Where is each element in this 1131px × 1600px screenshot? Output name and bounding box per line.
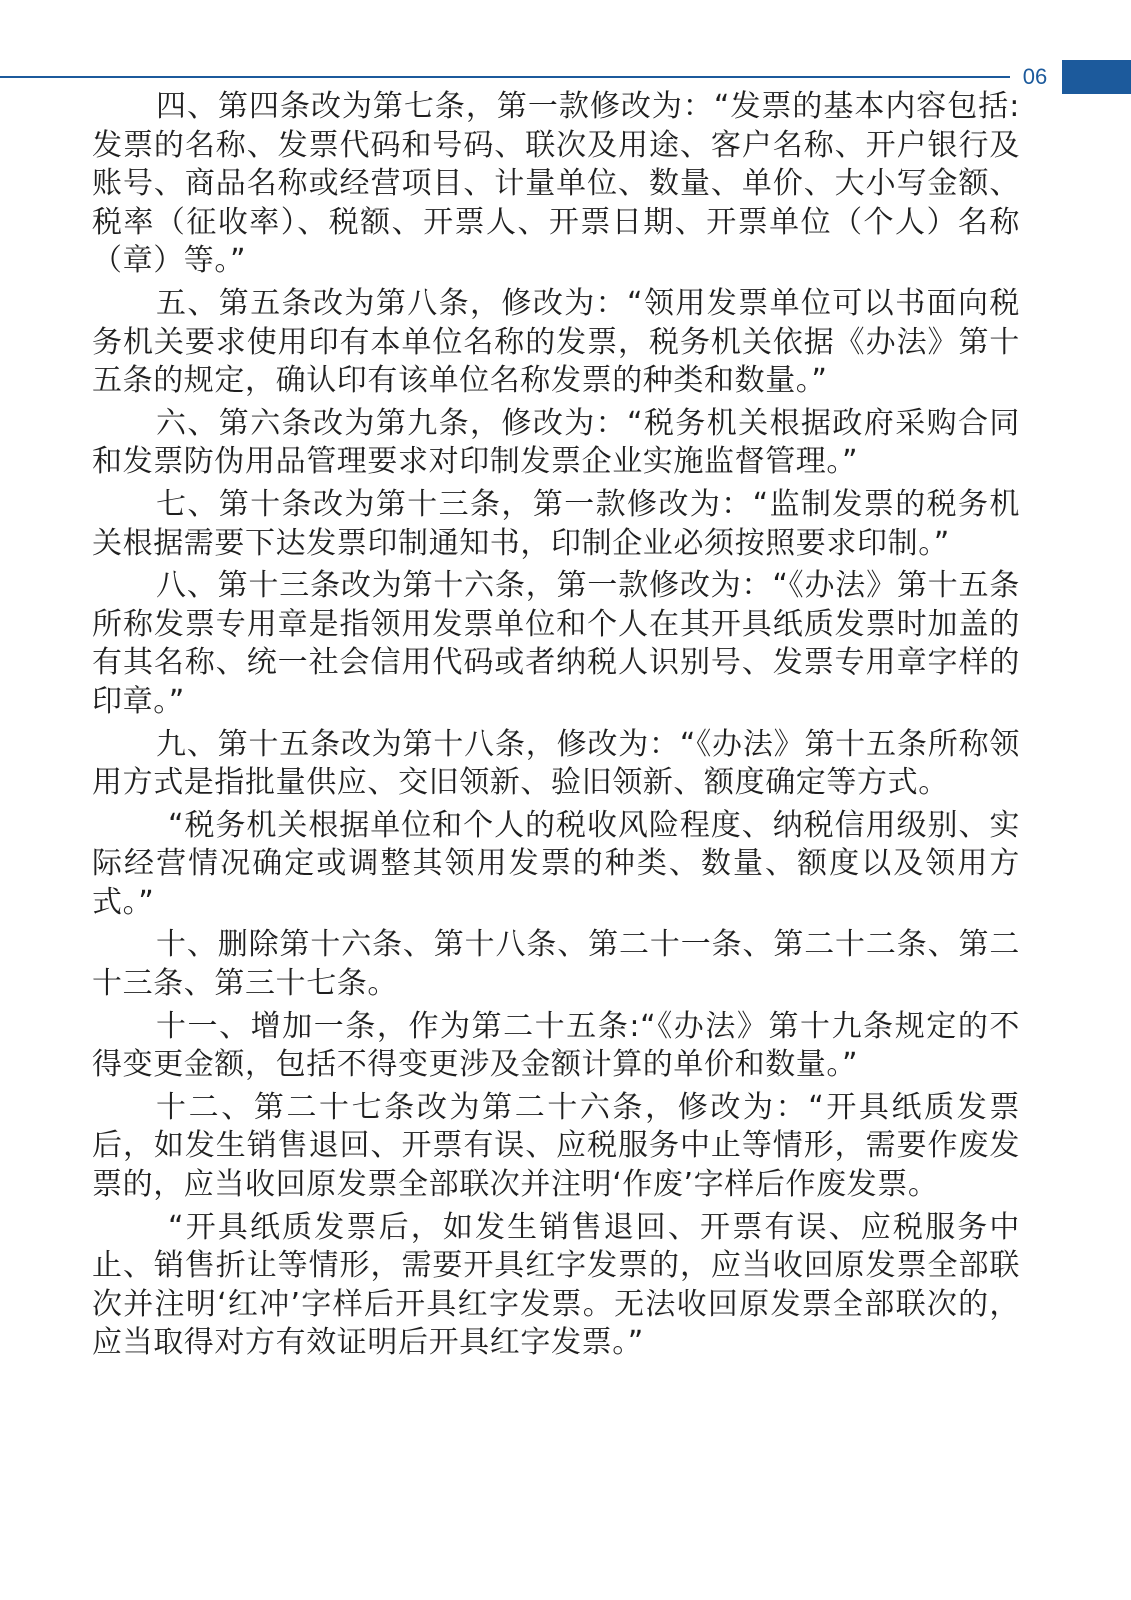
paragraph-article-12: 十二、第二十七条改为第二十六条，修改为：“开具纸质发票后，如发生销售退回、开票有误、应税服务中止等情形，需要作废发票的，应当收回原发票全部联次并注明‘作废’字样后作废发票。: [92, 1089, 1020, 1203]
page-number: 06: [1022, 64, 1048, 89]
paragraph-article-9-continued: “税务机关根据单位和个人的税收风险程度、纳税信用级别、实际经营情况确定或调整其领用发票的种类、数量、额度以及领用方式。”: [92, 807, 1020, 920]
paragraph-article-8: 八、第十三条改为第十六条，第一款修改为：“《办法》第十五条所称发票专用章是指领用发票单位和个人在其开具纸质发票时加盖的有其名称、统一社会信用代码或者纳税人识别号、发票专用章字样的印章。”: [92, 568, 1020, 719]
header-rule: [0, 76, 1010, 78]
paragraph-article-10: 十、删除第十六条、第十八条、第二十一条、第二十二条、第二十三条、第三十七条。: [92, 927, 1020, 1002]
document-body: [92, 88, 1020, 1367]
paragraph-article-12-continued: “开具纸质发票后，如发生销售退回、开票有误、应税服务中止、销售折让等情形，需要开具红字发票的，应当收回原发票全部联次并注明‘红冲’字样后开具红字发票。无法收回原发票全部联次的，应当取得对方有效证明后开具红字发票。”: [92, 1209, 1020, 1361]
paragraph-article-7: 七、第十条改为第十三条，第一款修改为：“监制发票的税务机关根据需要下达发票印制通知书，印制企业必须按照要求印制。”: [92, 486, 1020, 561]
paragraph-article-4: 四、第四条改为第七条，第一款修改为：“发票的基本内容包括:发票的名称、发票代码和号码、联次及用途、客户名称、开户银行及账号、商品名称或经营项目、计量单位、数量、单价、大小写金额、税率（征收率）、税额、开票人、开票日期、开票单位（个人）名称（章）等。”: [92, 89, 1020, 279]
header-accent-block: [1062, 60, 1131, 94]
paragraph-article-11: 十一、增加一条，作为第二十五条:“《办法》第十九条规定的不得变更金额，包括不得变更涉及金额计算的单价和数量。”: [92, 1008, 1020, 1083]
paragraph-article-6: 六、第六条改为第九条，修改为：“税务机关根据政府采购合同和发票防伪用品管理要求对印制发票企业实施监督管理。”: [92, 405, 1020, 480]
paragraph-article-9: 九、第十五条改为第十八条，修改为：“《办法》第十五条所称领用方式是指批量供应、交旧领新、验旧领新、额度确定等方式。: [92, 726, 1020, 801]
paragraph-article-5: 五、第五条改为第八条，修改为：“领用发票单位可以书面向税务机关要求使用印有本单位名称的发票，税务机关依据《办法》第十五条的规定，确认印有该单位名称发票的种类和数量。”: [92, 285, 1020, 399]
